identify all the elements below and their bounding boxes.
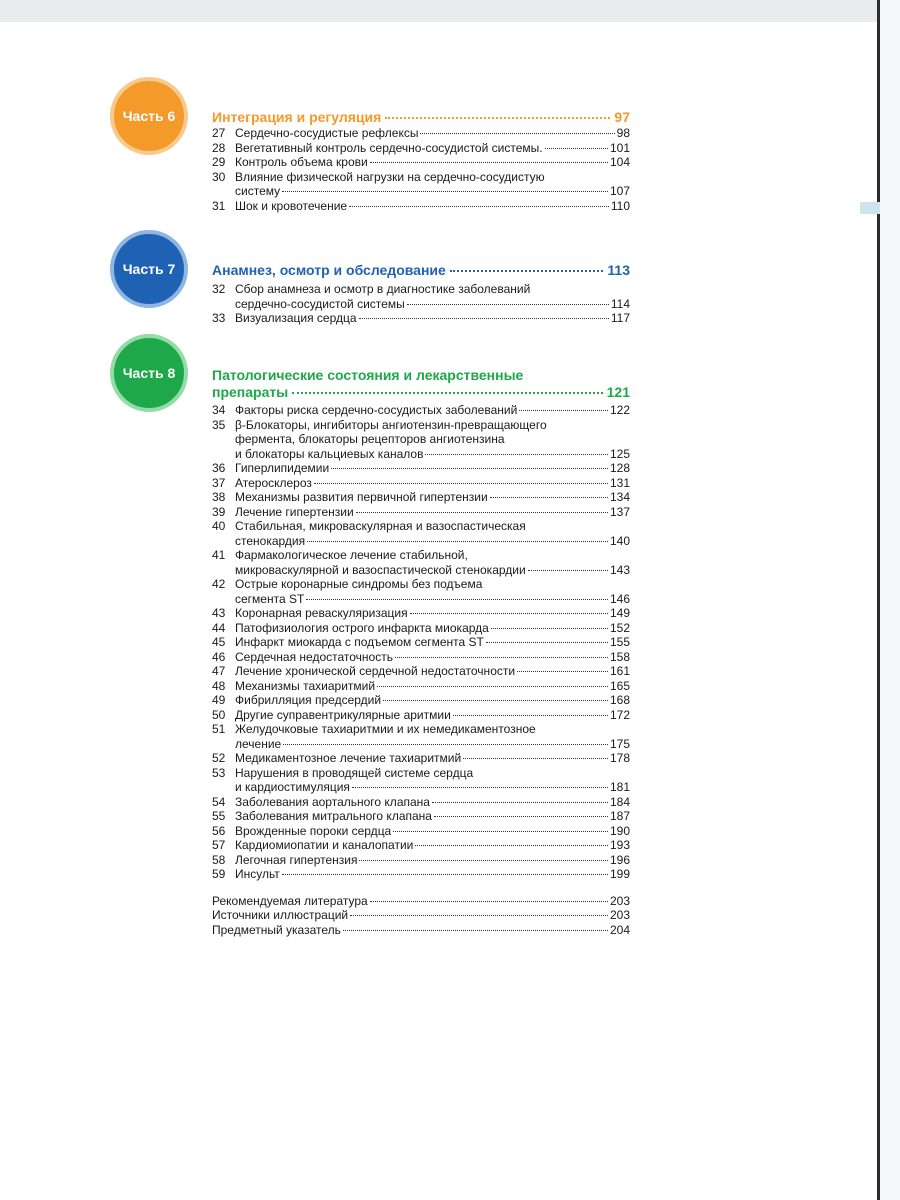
- chapter-number: 43: [212, 606, 226, 620]
- chapter-title-line: [235, 737, 630, 752]
- dot-leader: [425, 454, 607, 455]
- chapter-page-number: 196: [609, 852, 630, 867]
- chapter-body: [235, 418, 630, 462]
- chapter-title-line: [235, 867, 630, 882]
- toc-entry[interactable]: [212, 461, 630, 476]
- chapter-body: [235, 635, 630, 650]
- dot-leader: [453, 715, 608, 716]
- chapter-number: 36: [212, 461, 226, 475]
- dot-leader: [331, 468, 608, 469]
- chapter-page-number: 181: [609, 780, 630, 794]
- chapter-body: [235, 490, 630, 505]
- dot-leader: [463, 758, 608, 759]
- chapter-title-line: [235, 199, 630, 214]
- chapter-title-line: [235, 184, 630, 199]
- dot-leader: [352, 787, 608, 788]
- chapter-page-number: 117: [610, 311, 630, 325]
- chapter-page-number: 128: [609, 461, 630, 475]
- chapter-page-number: 175: [609, 736, 630, 751]
- chapter-title-text: Острые коронарные синдромы без подъема: [235, 577, 483, 591]
- part-6-title: Интеграция и регуляция: [212, 109, 382, 125]
- chapter-page-number: 168: [609, 693, 630, 707]
- chapter-title-text: Сердечно-сосудистые рефлексы: [235, 126, 419, 140]
- chapter-title-line: [235, 577, 630, 592]
- chapter-title-line: [235, 563, 630, 578]
- backmatter-page-number: 203: [609, 908, 630, 922]
- chapter-number: 52: [212, 751, 226, 765]
- part-8-title-line1: Патологические состояния и лекарственные: [212, 367, 524, 383]
- chapter-title-text: Фармакологическое лечение стабильной,: [235, 548, 468, 562]
- dot-leader: [359, 318, 609, 319]
- chapter-title-text: Лечение гипертензии: [235, 504, 354, 519]
- chapter-body: [235, 766, 630, 795]
- chapter-title-line: [235, 650, 630, 665]
- chapter-title-text: Кардиомиопатии и каналопатии: [235, 838, 414, 852]
- toc-entry[interactable]: [212, 606, 630, 621]
- chapter-number: 27: [212, 126, 226, 140]
- chapter-body: [235, 708, 630, 723]
- dot-leader: [370, 901, 608, 902]
- chapter-page-number: 190: [609, 823, 630, 838]
- chapter-page-number: 149: [609, 606, 630, 620]
- chapter-page-number: 187: [609, 809, 630, 823]
- part-7-title: Анамнез, осмотр и обследование: [212, 262, 446, 278]
- toc-entry[interactable]: [212, 403, 630, 418]
- dot-leader: [283, 744, 608, 745]
- chapter-body: [235, 650, 630, 665]
- chapter-number: 39: [212, 504, 226, 519]
- chapter-title-text: Факторы риска сердечно-сосудистых заболеваний: [235, 403, 518, 417]
- dot-leader: [306, 599, 608, 600]
- chapter-title-text: Механизмы развития первичной гипертензии: [235, 490, 488, 504]
- chapter-number: 49: [212, 693, 226, 707]
- chapter-body: [235, 867, 630, 882]
- chapter-page-number: 107: [609, 184, 630, 198]
- chapter-body: [235, 606, 630, 621]
- chapter-number: 35: [212, 417, 226, 432]
- chapter-title-text: и кардиостимуляция: [235, 780, 350, 794]
- chapter-body: [235, 853, 630, 868]
- backmatter-line: [212, 908, 630, 923]
- chapter-number: 55: [212, 809, 226, 823]
- chapter-title-line: [235, 490, 630, 505]
- chapter-number: 42: [212, 577, 226, 591]
- toc-entry[interactable]: [212, 795, 630, 810]
- part-7-title-line[interactable]: [212, 262, 630, 279]
- chapter-title-text: Атеросклероз: [235, 475, 312, 490]
- chapter-title-text: Инфаркт миокарда с подъемом сегмента ST: [235, 635, 484, 649]
- chapter-title-line: [235, 403, 630, 418]
- toc-entry[interactable]: [212, 824, 630, 839]
- chapter-title-line: [235, 722, 630, 737]
- chapter-number: 33: [212, 311, 226, 325]
- chapter-number: 29: [212, 155, 226, 169]
- toc-entry[interactable]: [212, 548, 630, 577]
- chapter-page-number: 172: [609, 707, 630, 722]
- part-8-page: 121: [606, 384, 630, 400]
- chapter-number: 30: [212, 169, 226, 184]
- chapter-title-line: [235, 606, 630, 621]
- dot-leader: [491, 628, 608, 629]
- chapter-title-line: [235, 809, 630, 824]
- dot-leader: [545, 148, 608, 149]
- dot-leader: [432, 802, 608, 803]
- dot-leader: [420, 133, 614, 134]
- chapter-title-line: [235, 297, 630, 312]
- toc-entry[interactable]: [212, 311, 630, 326]
- toc-entry[interactable]: [212, 282, 630, 311]
- chapter-title-text: сегмента ST: [235, 591, 305, 606]
- chapter-title-text: Легочная гипертензия: [235, 852, 358, 867]
- chapter-title-line: [235, 141, 630, 156]
- chapter-title-text: Инсульт: [235, 867, 280, 881]
- chapter-title-line: [235, 519, 630, 534]
- chapter-number: 34: [212, 403, 226, 417]
- toc-entry[interactable]: [212, 809, 630, 824]
- chapter-number: 51: [212, 722, 226, 736]
- chapter-title-line: [235, 751, 630, 766]
- chapter-title-line: [235, 592, 630, 607]
- toc-entry[interactable]: [212, 853, 630, 868]
- chapter-title-line: [235, 664, 630, 679]
- dot-leader: [282, 191, 608, 192]
- dot-leader: [343, 930, 608, 931]
- chapter-title-line: [235, 418, 630, 433]
- chapter-title-text: Другие суправентрикулярные аритмии: [235, 707, 451, 722]
- dot-leader: [490, 497, 608, 498]
- chapter-title-text: систему: [235, 184, 281, 198]
- chapter-number: 57: [212, 838, 226, 852]
- chapter-body: [235, 155, 630, 170]
- backmatter-line: [212, 923, 630, 938]
- chapter-page-number: 158: [609, 649, 630, 664]
- chapter-number: 59: [212, 867, 226, 881]
- backmatter-title: Источники иллюстраций: [212, 908, 349, 922]
- backmatter-entry[interactable]: [212, 923, 630, 938]
- chapter-number: 58: [212, 852, 226, 867]
- chapter-body: [235, 505, 630, 520]
- chapter-page-number: 199: [609, 867, 630, 881]
- chapter-body: [235, 519, 630, 548]
- chapter-body: [235, 795, 630, 810]
- chapter-title-text: Сбор анамнеза и осмотр в диагностике заболеваний: [235, 282, 531, 296]
- chapter-body: [235, 461, 630, 476]
- toc-entry[interactable]: [212, 635, 630, 650]
- chapter-title-line: [235, 126, 630, 141]
- chapter-body: [235, 141, 630, 156]
- part-6-badge: [110, 77, 188, 155]
- chapter-title-text: Коронарная реваскуляризация: [235, 606, 408, 620]
- title-leader: [450, 270, 604, 272]
- toc-entry[interactable]: [212, 505, 630, 520]
- chapter-number: 46: [212, 649, 226, 664]
- toc-entry[interactable]: [212, 679, 630, 694]
- chapter-title-line: [235, 621, 630, 636]
- chapter-page-number: 131: [609, 475, 630, 490]
- chapter-body: [235, 403, 630, 418]
- toc-entry[interactable]: [212, 621, 630, 636]
- chapter-title-text: Медикаментозное лечение тахиаритмий: [235, 751, 462, 765]
- part-7-badge: [110, 230, 188, 308]
- part-8-title-line[interactable]: [212, 384, 630, 401]
- chapter-title-line: [235, 432, 630, 447]
- chapter-number: 44: [212, 620, 226, 635]
- toc-entry[interactable]: [212, 155, 630, 170]
- dot-leader: [415, 845, 608, 846]
- chapter-title-line: [235, 155, 630, 170]
- chapter-title-text: фермента, блокаторы рецепторов ангиотензина: [235, 432, 505, 446]
- dot-leader: [377, 686, 608, 687]
- chapter-number: 45: [212, 635, 226, 649]
- chapter-title-line: [235, 505, 630, 520]
- chapter-title-text: стенокардия: [235, 533, 306, 548]
- chapter-title-text: Влияние физической нагрузки на сердечно-сосудистую: [235, 169, 545, 184]
- chapter-title-text: Контроль объема крови: [235, 155, 368, 169]
- toc-entry[interactable]: [212, 664, 630, 679]
- dot-leader: [486, 642, 608, 643]
- backmatter-page-number: 203: [609, 893, 630, 908]
- backmatter-list: [212, 894, 630, 938]
- chapter-title-line: [235, 476, 630, 491]
- chapter-number: 50: [212, 707, 226, 722]
- chapter-page-number: 122: [609, 403, 630, 417]
- chapter-body: [235, 722, 630, 751]
- chapter-page-number: 152: [609, 620, 630, 635]
- dot-leader: [407, 304, 609, 305]
- chapter-title-line: [235, 534, 630, 549]
- chapter-title-text: β-Блокаторы, ингибиторы ангиотензин-превращающего: [235, 417, 547, 432]
- dot-leader: [517, 671, 608, 672]
- part-7-section: [212, 262, 630, 326]
- chapter-body: [235, 548, 630, 577]
- chapter-title-line: [235, 780, 630, 795]
- title-leader: [292, 392, 602, 394]
- toc-entry[interactable]: [212, 476, 630, 491]
- chapter-title-text: Механизмы тахиаритмий: [235, 678, 376, 693]
- part-6-page: 97: [614, 109, 630, 125]
- chapter-number: 47: [212, 664, 226, 678]
- chapter-title-line: [235, 170, 630, 185]
- chapter-title-line: [235, 282, 630, 297]
- dot-leader: [307, 541, 608, 542]
- chapter-page-number: 104: [609, 155, 630, 169]
- chapter-number: 37: [212, 475, 226, 490]
- chapter-number: 41: [212, 548, 226, 562]
- dot-leader: [383, 700, 608, 701]
- chapter-title-text: Желудочковые тахиаритмии и их немедикаментозное: [235, 722, 536, 736]
- chapter-title-text: Лечение хронической сердечной недостаточности: [235, 664, 516, 678]
- chapter-title-line: [235, 824, 630, 839]
- chapter-title-line: [235, 838, 630, 853]
- chapter-page-number: 140: [609, 533, 630, 548]
- chapter-title-text: Нарушения в проводящей системе сердца: [235, 765, 474, 780]
- part-8-title-first-line: [212, 367, 630, 384]
- toc-entry[interactable]: [212, 199, 630, 214]
- side-tab-marker: [860, 202, 880, 214]
- chapter-number: 56: [212, 823, 226, 838]
- chapter-number: 53: [212, 765, 226, 780]
- dot-leader: [434, 816, 608, 817]
- chapter-body: [235, 199, 630, 214]
- chapter-page-number: 101: [609, 140, 630, 155]
- toc-entry[interactable]: [212, 766, 630, 795]
- chapter-number: 28: [212, 140, 226, 155]
- toc-entry[interactable]: [212, 141, 630, 156]
- chapter-title-text: Сердечная недостаточность: [235, 649, 393, 664]
- chapter-number: 54: [212, 794, 226, 809]
- part-7-chapters: [212, 282, 630, 326]
- chapter-title-text: Врожденные пороки сердца: [235, 823, 392, 838]
- toc-entry[interactable]: [212, 490, 630, 505]
- dot-leader: [359, 860, 607, 861]
- toc-entry[interactable]: [212, 577, 630, 606]
- part-6-title-line[interactable]: [212, 109, 630, 126]
- toc-entry[interactable]: [212, 867, 630, 882]
- part-8-badge-label: Часть 8: [122, 365, 176, 381]
- dot-leader: [528, 570, 608, 571]
- chapter-body: [235, 476, 630, 491]
- dot-leader: [349, 206, 609, 207]
- top-scan-band: [0, 0, 900, 22]
- chapter-body: [235, 693, 630, 708]
- chapter-page-number: 193: [609, 838, 630, 852]
- part-6-chapters: [212, 126, 630, 213]
- part-7-page: 113: [607, 262, 630, 278]
- title-leader: [385, 117, 610, 119]
- backmatter-line: [212, 894, 630, 909]
- chapter-title-text: сердечно-сосудистой системы: [235, 296, 405, 311]
- toc-entry[interactable]: [212, 751, 630, 766]
- dot-leader: [410, 613, 608, 614]
- part-8-title: препараты: [212, 384, 289, 400]
- chapter-title-text: Шок и кровотечение: [235, 198, 348, 213]
- chapter-body: [235, 679, 630, 694]
- chapter-number: 38: [212, 490, 226, 504]
- toc-entry[interactable]: [212, 519, 630, 548]
- chapter-page-number: 178: [609, 751, 630, 765]
- part-7-badge-label: Часть 7: [122, 261, 176, 277]
- chapter-title-text: Визуализация сердца: [235, 311, 357, 325]
- chapter-body: [235, 838, 630, 853]
- chapter-title-line: [235, 311, 630, 326]
- chapter-title-text: лечение: [235, 736, 282, 751]
- chapter-page-number: 155: [609, 635, 630, 649]
- chapter-number: 40: [212, 519, 226, 533]
- chapter-title-line: [235, 708, 630, 723]
- backmatter-entry[interactable]: [212, 908, 630, 923]
- chapter-title-line: [235, 795, 630, 810]
- chapter-title-text: Фибрилляция предсердий: [235, 693, 382, 707]
- chapter-body: [235, 809, 630, 824]
- chapter-body: [235, 664, 630, 679]
- chapter-title-text: Патофизиология острого инфаркта миокарда: [235, 620, 489, 635]
- chapter-title-line: [235, 461, 630, 476]
- chapter-body: [235, 311, 630, 326]
- chapter-title-text: Заболевания аортального клапана: [235, 794, 430, 809]
- toc-entry[interactable]: [212, 170, 630, 199]
- chapter-page-number: 110: [610, 198, 630, 213]
- chapter-title-text: Гиперлипидемии: [235, 461, 330, 475]
- toc-entry[interactable]: [212, 838, 630, 853]
- chapter-page-number: 165: [609, 678, 630, 693]
- chapter-page-number: 125: [609, 446, 630, 461]
- chapter-page-number: 184: [609, 794, 630, 809]
- chapter-body: [235, 282, 630, 311]
- chapter-page-number: 146: [609, 591, 630, 606]
- chapter-page-number: 143: [609, 562, 630, 577]
- toc-entry[interactable]: [212, 722, 630, 751]
- part-8-section: [212, 367, 630, 937]
- dot-leader: [356, 512, 608, 513]
- dot-leader: [519, 410, 608, 411]
- chapter-title-line: [235, 693, 630, 708]
- chapter-body: [235, 824, 630, 839]
- chapter-title-line: [235, 447, 630, 462]
- chapter-title-text: и блокаторы кальциевых каналов: [235, 446, 424, 461]
- dot-leader: [370, 162, 608, 163]
- part-8-chapters: [212, 403, 630, 882]
- chapter-title-line: [235, 853, 630, 868]
- chapter-page-number: 98: [616, 126, 630, 140]
- chapter-body: [235, 751, 630, 766]
- chapter-number: 31: [212, 198, 226, 213]
- toc-entry[interactable]: [212, 693, 630, 708]
- chapter-body: [235, 577, 630, 606]
- dot-leader: [282, 874, 608, 875]
- toc-entry[interactable]: [212, 650, 630, 665]
- dot-leader: [393, 831, 608, 832]
- chapter-body: [235, 621, 630, 636]
- chapter-title-line: [235, 679, 630, 694]
- chapter-title-line: [235, 766, 630, 781]
- dot-leader: [395, 657, 608, 658]
- chapter-body: [235, 126, 630, 141]
- chapter-title-line: [235, 635, 630, 650]
- part-8-badge: [110, 334, 188, 412]
- part-6-section: [212, 109, 630, 213]
- backmatter-entry[interactable]: [212, 894, 630, 909]
- part-6-badge-label: Часть 6: [122, 108, 176, 124]
- chapter-page-number: 161: [609, 664, 630, 678]
- backmatter-title: Предметный указатель: [212, 922, 341, 937]
- chapter-title-text: микроваскулярной и вазоспастической стенокардии: [235, 562, 526, 577]
- chapter-number: 48: [212, 678, 226, 693]
- page-right-margin: [880, 0, 900, 1200]
- backmatter-page-number: 204: [609, 922, 630, 937]
- chapter-title-text: Заболевания митрального клапана: [235, 809, 432, 823]
- page-edge-rule: [877, 0, 880, 1200]
- chapter-page-number: 137: [609, 504, 630, 519]
- toc-entry[interactable]: [212, 418, 630, 462]
- chapter-title-text: Стабильная, микроваскулярная и вазоспастическая: [235, 519, 526, 533]
- chapter-page-number: 134: [609, 490, 630, 504]
- chapter-page-number: 114: [610, 296, 630, 311]
- chapter-number: 32: [212, 282, 226, 296]
- toc-entry[interactable]: [212, 126, 630, 141]
- chapter-title-text: Вегетативный контроль сердечно-сосудистой системы.: [235, 140, 543, 155]
- chapter-body: [235, 170, 630, 199]
- dot-leader: [350, 915, 608, 916]
- chapter-title-line: [235, 548, 630, 563]
- toc-entry[interactable]: [212, 708, 630, 723]
- dot-leader: [314, 483, 608, 484]
- backmatter-title: Рекомендуемая литература: [212, 893, 368, 908]
